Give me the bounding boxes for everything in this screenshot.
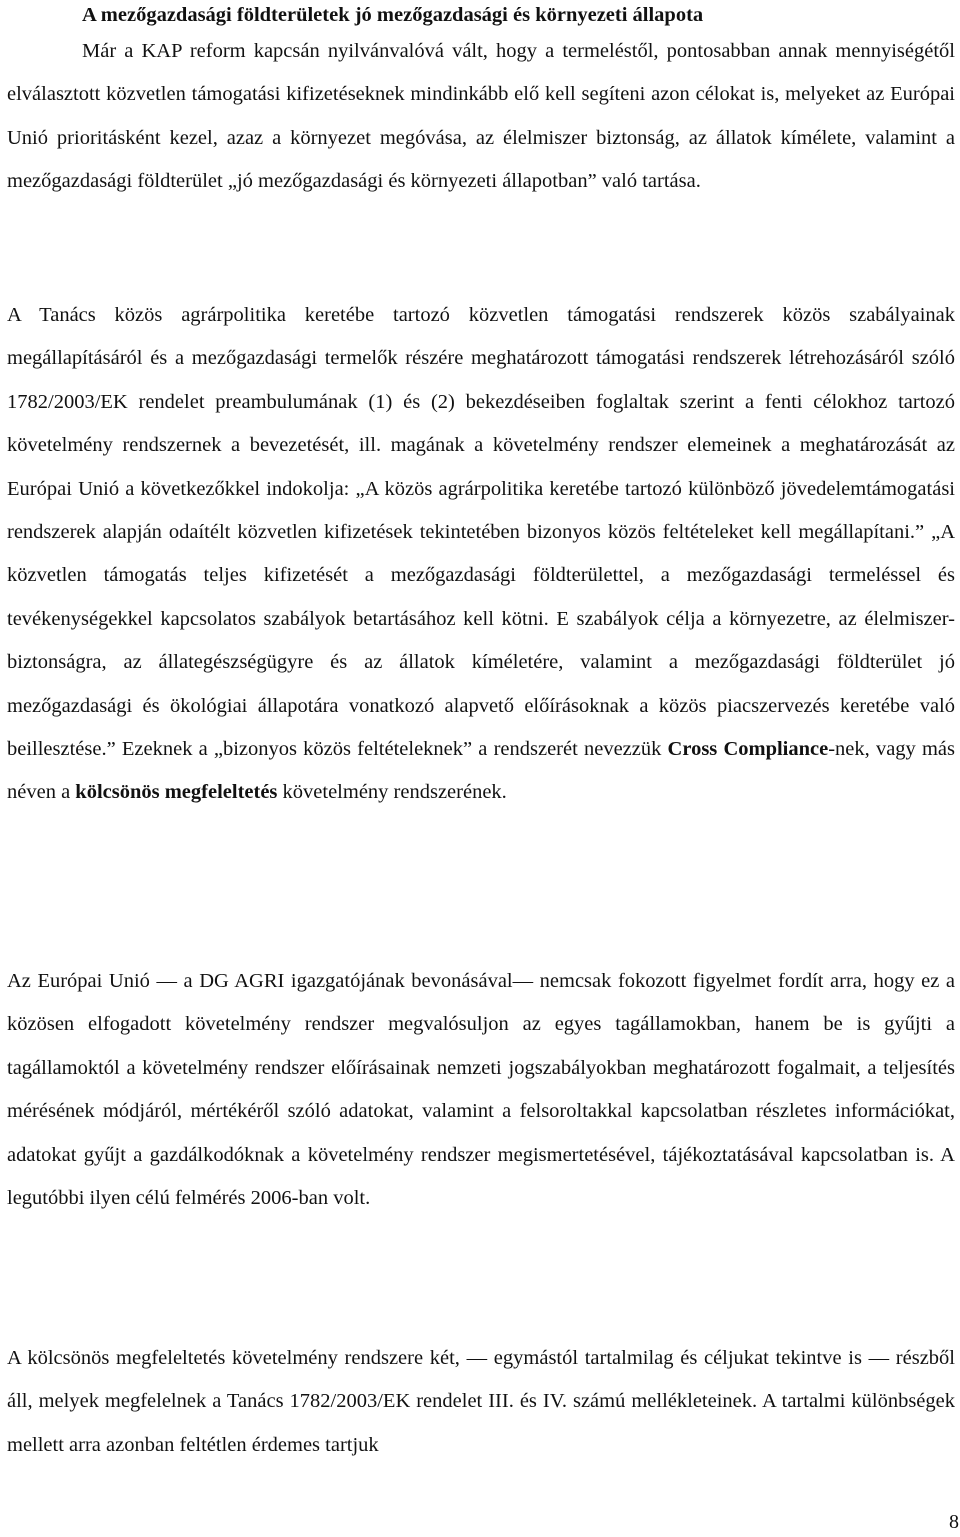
page-number: 8	[949, 1511, 959, 1533]
cross-compliance-term: Cross Compliance	[667, 738, 829, 761]
paragraph-3: Az Európai Unió — a DG AGRI igazgatójának bevonásával— nemcsak fokozott figyelmet fordít arra, hogy ez a közösen elfogadott követelmény rendszer megvalósuljon az egyes tagállamokban, hanem be is gyűjti a tagállamoktól a követelmény rendszer előírásainak nemzeti jogszabályokban meghatározott fogalmait, a teljesítés mérésének módjáról, mértékéről szóló adatokat, valamint a felsoroltakkal kapcsolatban részletes információkat, adatokat gyűjt a gazdálkodóknak a követelmény rendszer megismertetésével, tájékoztatásával kapcsolatban is. A legutóbbi ilyen célú felmérés 2006-ban volt.	[7, 970, 955, 1210]
kolcsonos-megfeleltetes-term: kölcsönös megfeleltetés	[75, 781, 278, 804]
section-title: A mezőgazdasági földterületek jó mezőgazdasági és környezeti állapota	[82, 4, 704, 26]
paragraph-2	[7, 294, 955, 815]
paragraph-4: A kölcsönös megfeleltetés követelmény rendszere két, — egymástól tartalmilag és céljukat tekintve is — részből áll, melyek megfelelnek a Tanács 1782/2003/EK rendelet III. és IV. számú mellékleteinek. A tartalmi különbségek mellett arra azonban feltétlen érdemes tartjuk	[7, 1347, 955, 1456]
paragraph-1-text: Már a KAP reform kapcsán nyilvánvalóvá vált, hogy a termeléstől, pontosabban annak mennyiségétől elválasztott közvetlen támogatási kifizetéseknek mindinkább elő kell segíteni azon célokat is, melyeket az Európai Unió prioritásként kezel, azaz a környezet megóvása, az élelmiszer biztonság, az állatok kímélete, valamint a mezőgazdasági földterület „jó mezőgazdasági és környezeti állapotban” való tartása.	[7, 40, 955, 193]
paragraph-2-text-mid: -nek, vagy más néven a	[7, 738, 955, 804]
paragraph-1	[7, 30, 955, 204]
paragraph-2-text-start: A Tanács közös agrárpolitika keretébe tartozó közvetlen támogatási rendszerek közös szabályainak megállapításáról és a mezőgazdasági termelők részére meghatározott támogatási rendszerek létrehozásáról szóló 1782/2003/EK rendelet preambulumának (1) és (2) bekezdéseiben foglaltak szerint a fenti célokhoz tartozó követelmény rendszernek a bevezetését, ill. magának a követelmény rendszer elemeinek a meghatározását az Európai Unió a következőkkel indokolja: „A közös agrárpolitika keretébe tartozó különböző jövedelemtámogatási rendszerek alapján odaítélt közvetlen kifizetések tekintetében bizonyos közös feltételeket kell megállapítani.” „A közvetlen támogatás teljes kifizetését a mezőgazdasági földterülettel, a mezőgazdasági termeléssel és tevékenységekkel kapcsolatos szabályok betartásához kell kötni. E szabályok célja a környezetre, az élelmiszer- biztonságra, az állategészségügyre és az állatok kíméletére, valamint a mezőgazdasági földterület jó mezőgazdasági és ökológiai állapotára vonatkozó alapvető előírásoknak a közös piacszervezés keretébe való beillesztése.” Ezeknek a „bizonyos közös feltételeknek” a rendszerét nevezzük	[7, 304, 955, 761]
paragraph-2-text-end: követelmény rendszerének.	[277, 781, 507, 804]
